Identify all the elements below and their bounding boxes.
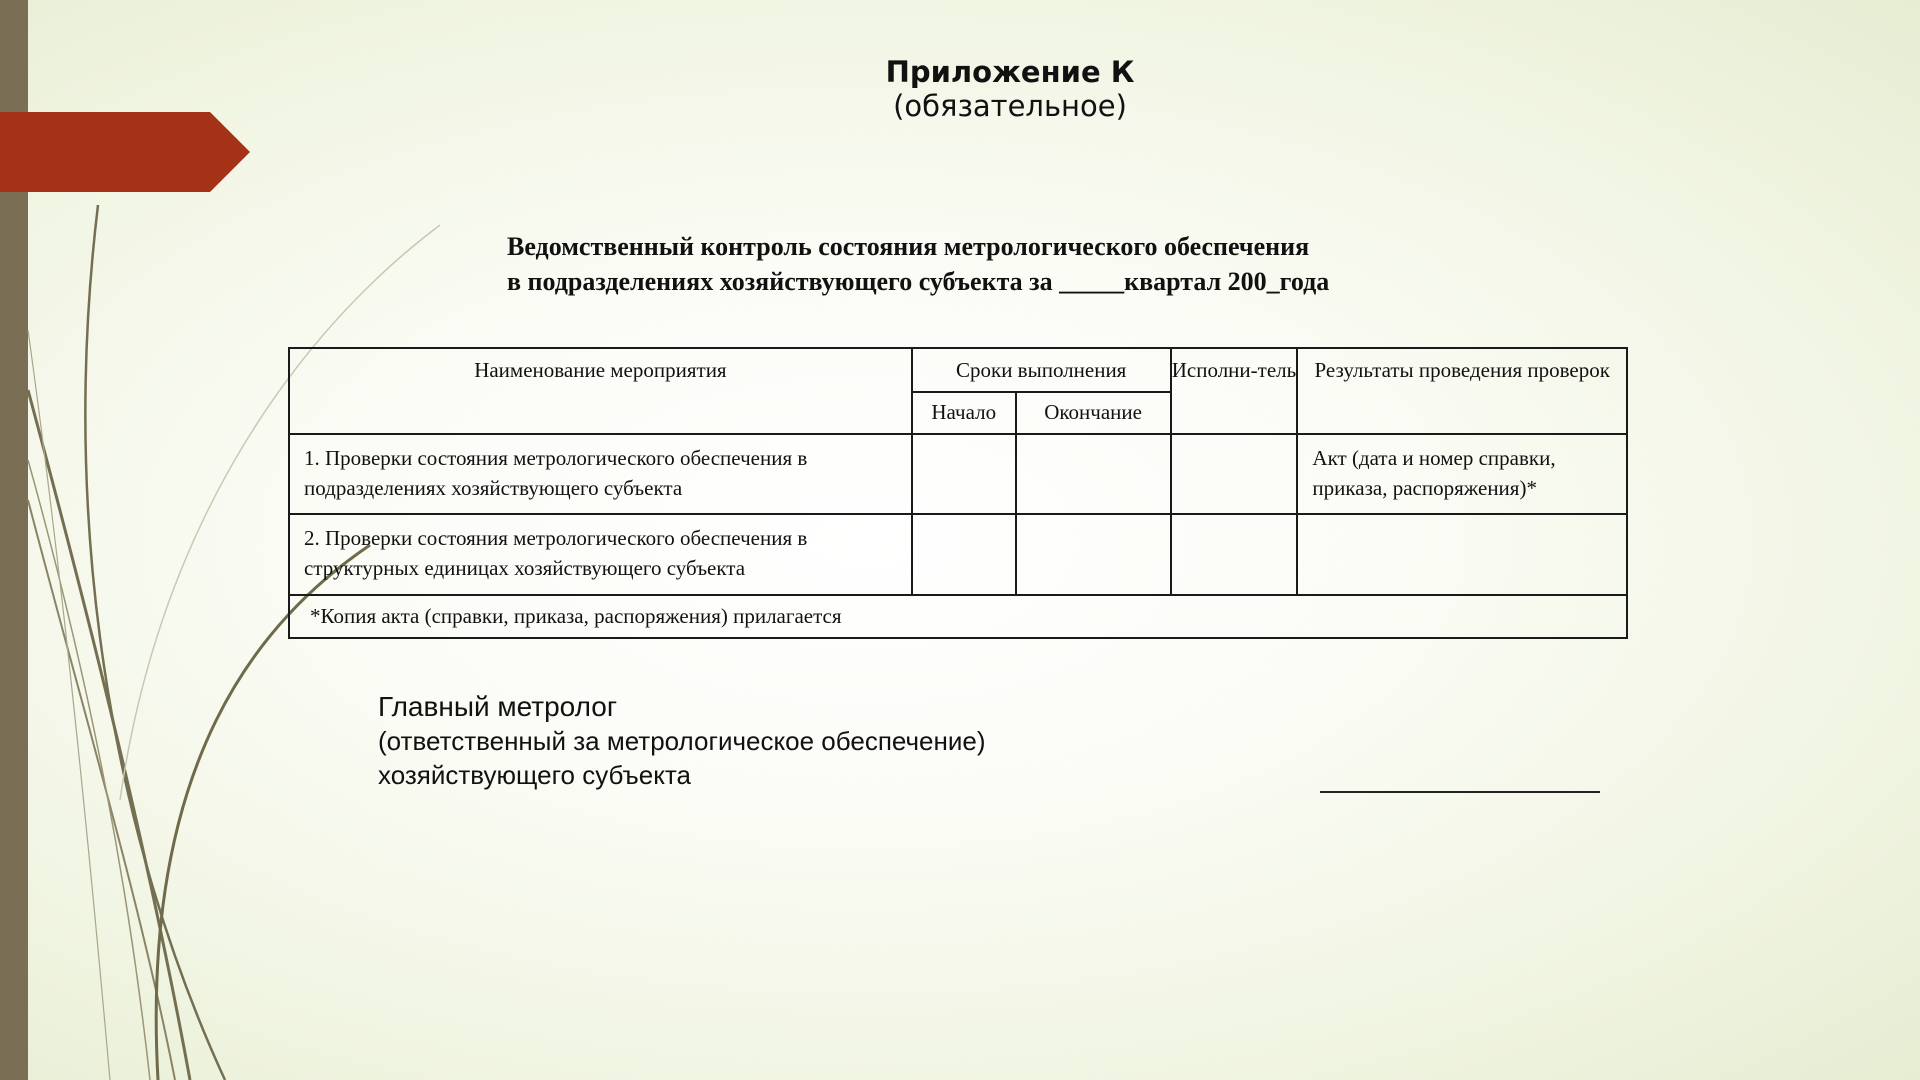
header-activity: Наименование мероприятия [289,348,912,434]
slide-title: Приложение К [885,55,1135,89]
row1-end [1016,434,1171,514]
signature-blank-line [1320,791,1600,793]
signature-block [378,690,986,792]
row2-start [912,514,1016,595]
arrow-tab-decoration [0,112,250,192]
row2-activity: 2. Проверки состояния метрологического обеспечения в структурных единицах хозяйствующего субъекта [289,514,912,595]
header-start: Начало [912,392,1016,434]
document-heading [507,229,1329,299]
header-executor: Исполни-тель [1171,348,1298,434]
row1-activity: 1. Проверки состояния метрологического обеспечения в подразделениях хозяйствующего субъекта [289,434,912,514]
document-heading-line2: в подразделениях хозяйствующего субъекта за _____квартал 200_года [507,267,1330,296]
row1-results: Акт (дата и номер справки, приказа, распоряжения)* [1297,434,1627,514]
document-heading-line1: Ведомственный контроль состояния метрологического обеспечения [507,232,1310,261]
header-deadlines: Сроки выполнения [912,348,1171,392]
slide-title-block [0,55,1920,123]
row1-executor [1171,434,1298,514]
header-end: Окончание [1016,392,1171,434]
table-footnote: *Копия акта (справки, приказа, распоряжения) прилагается [289,595,1627,638]
row1-start [912,434,1016,514]
slide-subtitle: (обязательное) [893,89,1127,123]
signature-line1: Главный метролог [378,691,618,722]
row2-end [1016,514,1171,595]
row2-results [1297,514,1627,595]
signature-line3: хозяйствующего субъекта [378,760,691,790]
table-row [289,434,1627,514]
control-table [288,347,1628,639]
table-row [289,514,1627,595]
row2-executor [1171,514,1298,595]
signature-line2: (ответственный за метрологическое обеспечение) [378,726,986,756]
header-results: Результаты проведения проверок [1297,348,1627,434]
